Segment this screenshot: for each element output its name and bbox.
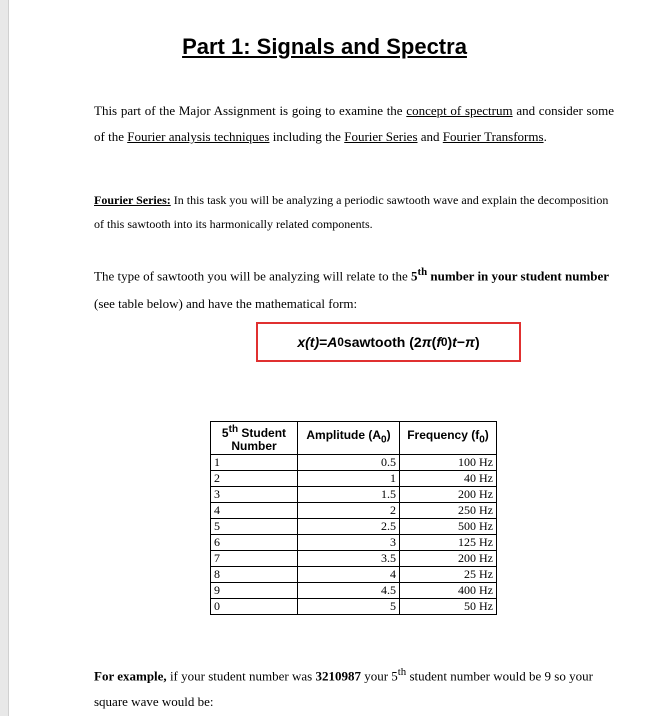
cell-amplitude: 3.5	[298, 551, 400, 567]
cell-student-digit: 6	[211, 535, 298, 551]
cell-amplitude: 5	[298, 599, 400, 615]
page-margin	[0, 0, 9, 716]
table-row	[211, 535, 497, 551]
cell-student-digit: 1	[211, 455, 298, 471]
header-frequency: Frequency $(f_0)$	[400, 422, 497, 455]
link-concept-of-spectrum[interactable]: concept of spectrum	[406, 103, 513, 118]
cell-student-digit: 4	[211, 503, 298, 519]
cell-amplitude: 4	[298, 567, 400, 583]
fourier-series-heading: Fourier Series:	[94, 193, 171, 207]
cell-frequency: 25 Hz	[400, 567, 497, 583]
link-fourier-series[interactable]: Fourier Series	[344, 129, 418, 144]
cell-amplitude: 1.5	[298, 487, 400, 503]
link-fourier-transforms[interactable]: Fourier Transforms	[442, 129, 544, 144]
table-row	[211, 551, 497, 567]
table-body	[211, 455, 497, 615]
example-paragraph: For example, if your student number was 3210987 your 5th student number would be 9 so your square wave would be:	[94, 666, 593, 710]
sawtooth-formula: x(t) = A 0 sawtooth (2 π ( f 0 ) t − π )	[256, 322, 521, 362]
cell-frequency: 200 Hz	[400, 487, 497, 503]
table-row	[211, 487, 497, 503]
cell-student-digit: 8	[211, 567, 298, 583]
table-row	[211, 567, 497, 583]
assignment-table	[210, 421, 497, 615]
cell-frequency: 400 Hz	[400, 583, 497, 599]
cell-student-digit: 7	[211, 551, 298, 567]
sawtooth-paragraph: The type of sawtooth you will be analyzing will relate to the 5th number in your student number (see table below) and have the mathematical form:	[94, 266, 610, 312]
cell-amplitude: 1	[298, 471, 400, 487]
cell-amplitude: 0.5	[298, 455, 400, 471]
header-amplitude: Amplitude $(A_0)$	[298, 422, 400, 455]
intro-paragraph: This part of the Major Assignment is going to examine the concept of spectrum and consider some of the Fourier analysis techniques including the Fourier Series and Fourier Transforms.	[94, 103, 614, 144]
table-row	[211, 471, 497, 487]
cell-frequency: 250 Hz	[400, 503, 497, 519]
cell-frequency: 40 Hz	[400, 471, 497, 487]
cell-student-digit: 2	[211, 471, 298, 487]
cell-amplitude: 2	[298, 503, 400, 519]
table-row	[211, 503, 497, 519]
cell-student-digit: 0	[211, 599, 298, 615]
header-student-number: 5th Student Number	[211, 422, 298, 455]
cell-student-digit: 5	[211, 519, 298, 535]
table-row	[211, 455, 497, 471]
table-row	[211, 583, 497, 599]
cell-amplitude: 3	[298, 535, 400, 551]
cell-amplitude: 2.5	[298, 519, 400, 535]
cell-frequency: 200 Hz	[400, 551, 497, 567]
cell-amplitude: 4.5	[298, 583, 400, 599]
table-row	[211, 599, 497, 615]
cell-student-digit: 3	[211, 487, 298, 503]
fourier-series-paragraph: Fourier Series: In this task you will be analyzing a periodic sawtooth wave and explain the decomposition of this sawtooth into its harmonically related components.	[94, 193, 609, 231]
table-row	[211, 519, 497, 535]
cell-student-digit: 9	[211, 583, 298, 599]
link-fourier-analysis[interactable]: Fourier analysis techniques	[127, 129, 270, 144]
cell-frequency: 50 Hz	[400, 599, 497, 615]
page-title: Part 1: Signals and Spectra	[182, 34, 467, 59]
cell-frequency: 500 Hz	[400, 519, 497, 535]
cell-frequency: 125 Hz	[400, 535, 497, 551]
cell-frequency: 100 Hz	[400, 455, 497, 471]
